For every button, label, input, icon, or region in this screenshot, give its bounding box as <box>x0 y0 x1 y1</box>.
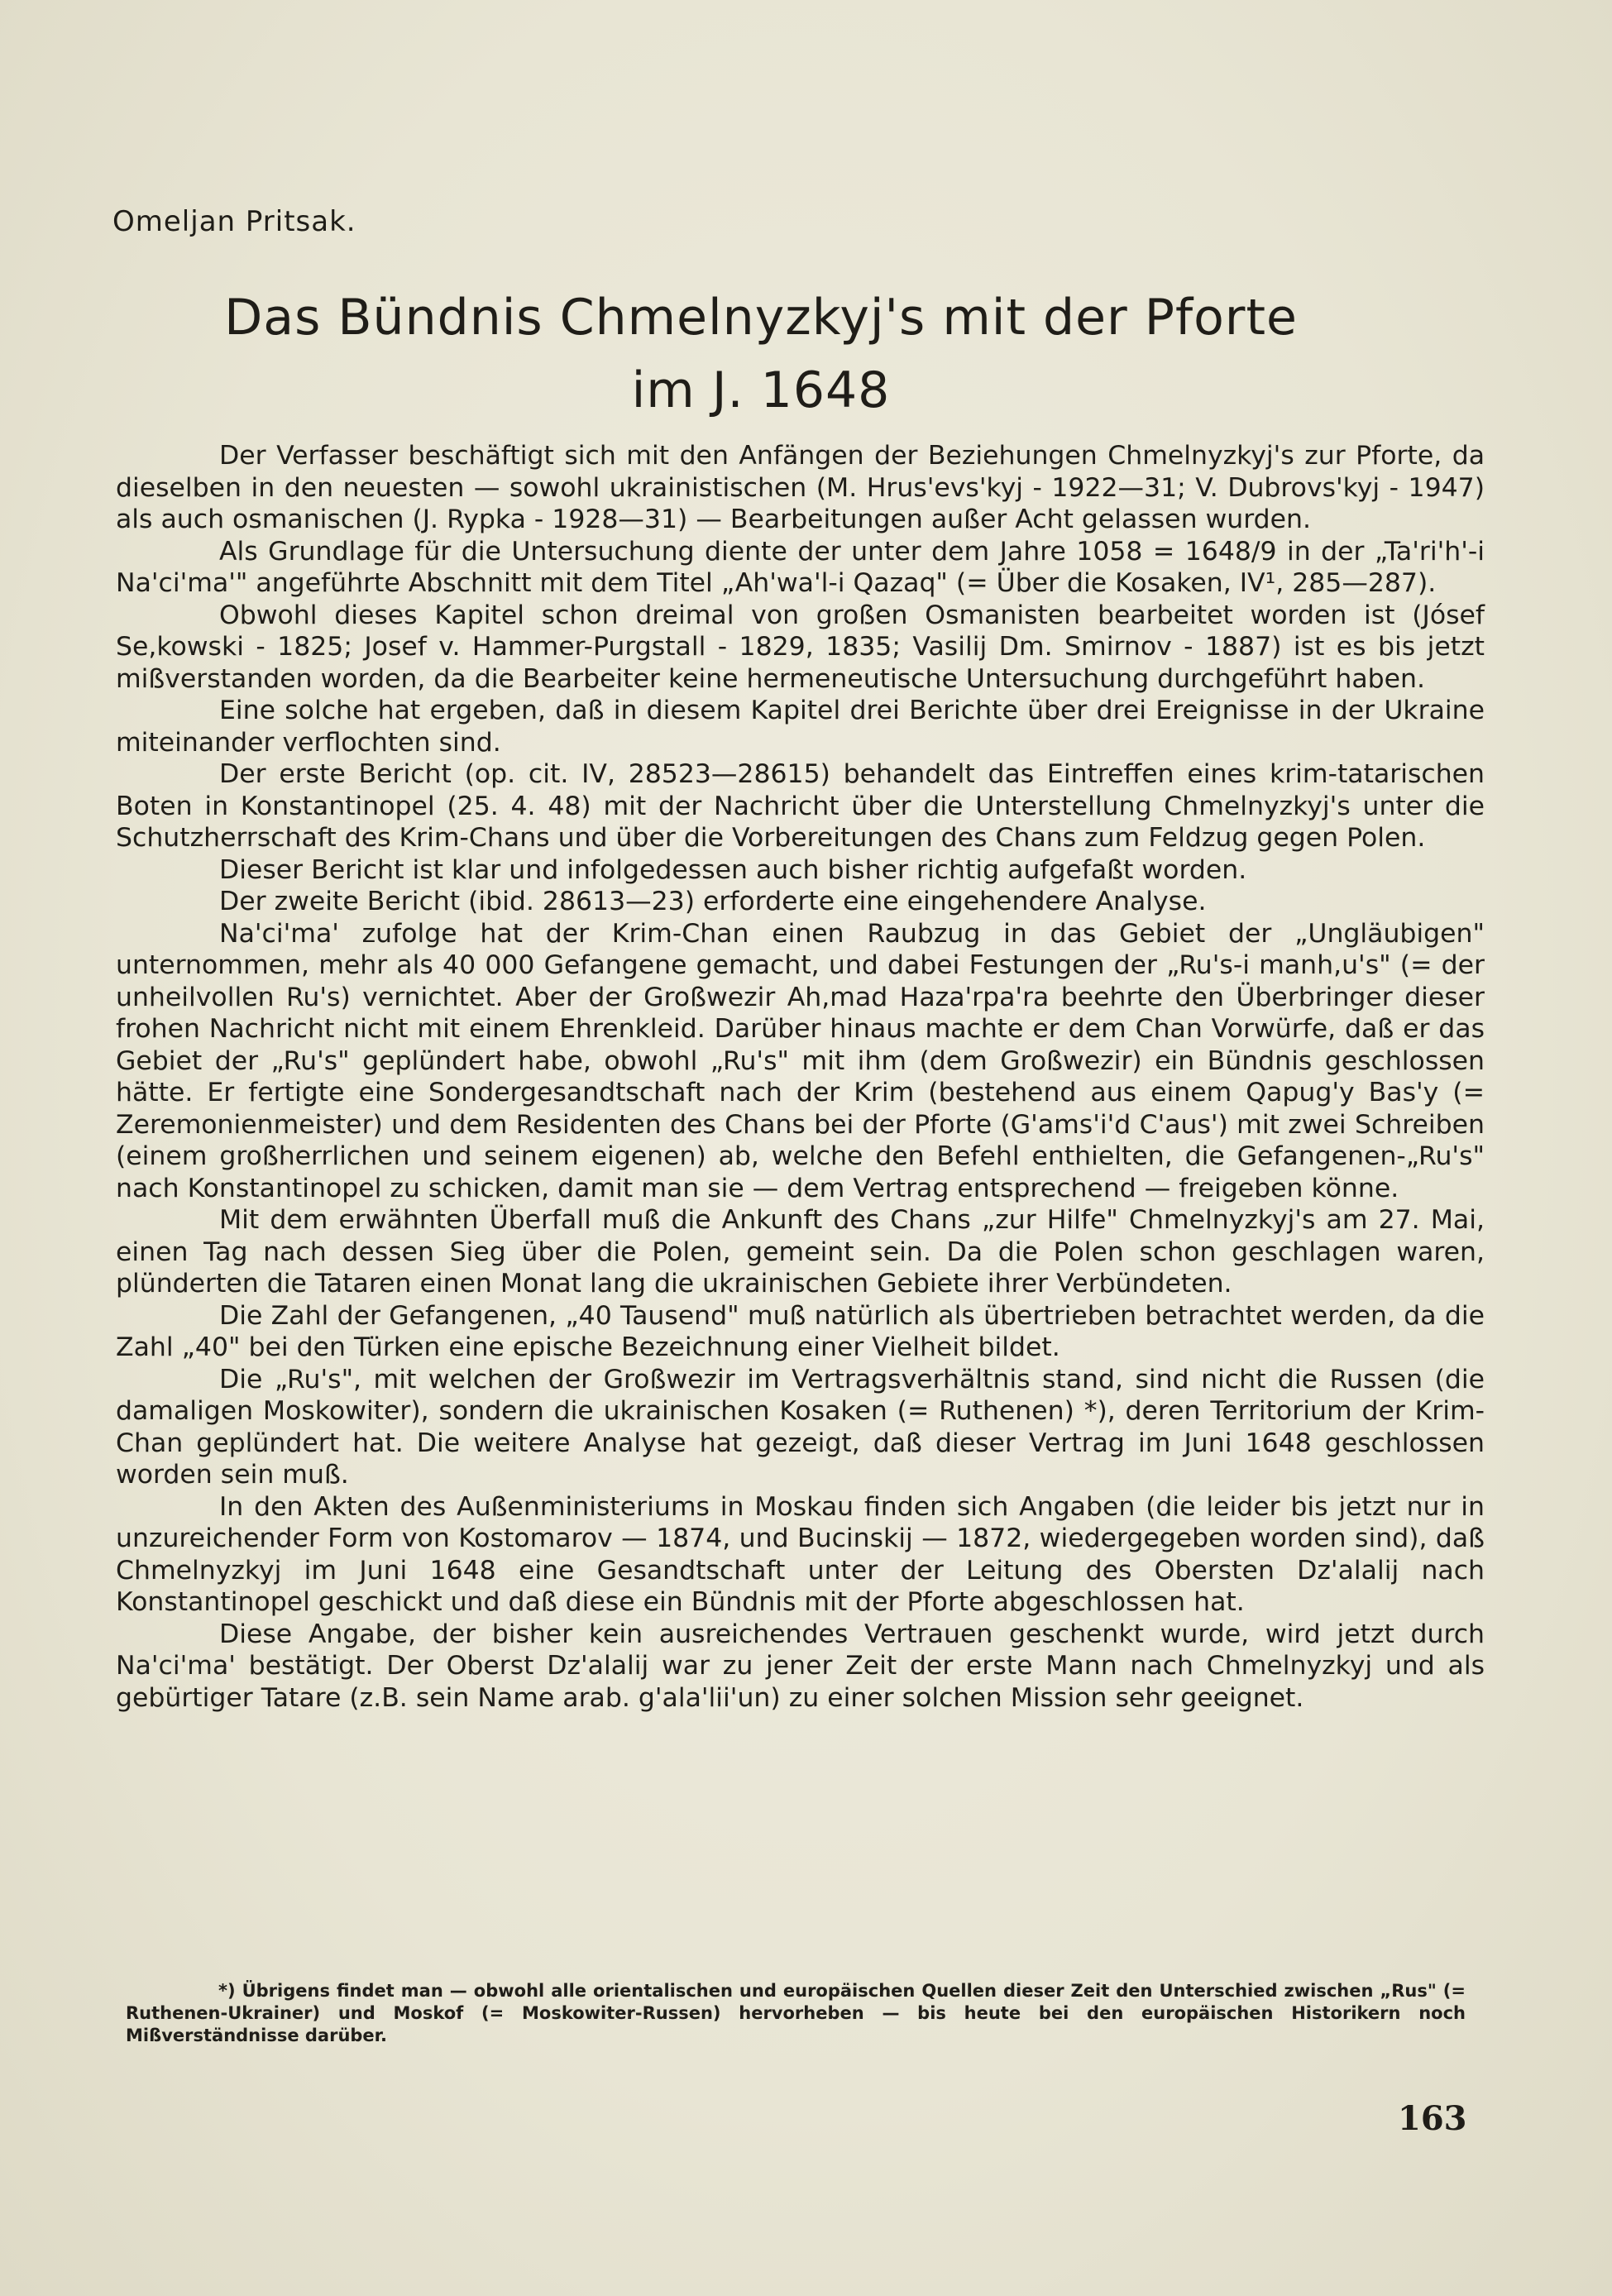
paragraph: Obwohl dieses Kapitel schon dreimal von großen Osmanisten bearbeitet worden ist (Jósef Se,kowski - 1825; Josef v. Hammer-Purgstall - 1829, 1835; Vasilij Dm. Smirnov - 1887) ist es bis jetzt mißverstanden worden, da die Bearbeiter keine hermeneutische Untersuchung durchgeführt haben. <box>116 600 1485 694</box>
paragraph: Na'ci'ma' zufolge hat der Krim-Chan einen Raubzug in das Gebiet der „Ungläubigen" unternommen, mehr als 40 000 Gefangene gemacht, und dabei Festungen der „Ru's-i manh,u's" (= der unheilvollen Ru's) vernichtet. Aber der Großwezir Ah,mad Haza'rpa'ra beehrte den Überbringer dieser frohen Nachricht nicht mit einem Ehrenkleid. Darüber hinaus machte er dem Chan Vorwürfe, daß er das Gebiet der „Ru's" geplündert habe, obwohl „Ru's" mit ihm (dem Großwezir) ein Bündnis geschlossen hätte. Er fertigte eine Sondergesandtschaft nach der Krim (bestehend aus einem Qapug'y Bas'y (= Zeremonienmeister) und dem Residenten des Chans bei der Pforte (G'ams'i'd C'aus') mit zwei Schreiben (einem großherrlichen und seinem eigenen) ab, welche den Befehl enthielten, die Gefangenen-„Ru's" nach Konstantinopel zu schicken, damit man sie — dem Vertrag entsprechend — freigeben könne. <box>116 918 1485 1203</box>
article-title <box>116 281 1406 427</box>
article-body <box>116 440 1485 1714</box>
title-line-2: im J. 1648 <box>631 361 891 419</box>
paragraph: Die „Ru's", mit welchen der Großwezir im Vertragsverhältnis stand, sind nicht die Russen (die damaligen Moskowiter), sondern die ukrainischen Kosaken (= Ruthenen) *), deren Territorium der Krim-Chan geplündert hat. Die weitere Analyse hat gezeigt, daß dieser Vertrag im Juni 1648 geschlossen worden sein muß. <box>116 1364 1485 1490</box>
page-number: 163 <box>1398 2099 1467 2138</box>
paragraph: In den Akten des Außenministeriums in Moskau finden sich Angaben (die leider bis jetzt nur in unzureichender Form von Kostomarov — 1874, und Bucinskij — 1872, wiedergegeben worden sind), daß Chmelnyzkyj im Juni 1648 eine Gesandtschaft unter der Leitung des Obersten Dz'alalij nach Konstantinopel geschickt und daß diese ein Bündnis mit der Pforte abgeschlossen hat. <box>116 1491 1485 1617</box>
paragraph: Der zweite Bericht (ibid. 28613—23) erforderte eine eingehendere Analyse. <box>219 887 1207 916</box>
paragraph: Der erste Bericht (op. cit. IV, 28523—28615) behandelt das Eintreffen eines krim-tatarischen Boten in Konstantinopel (25. 4. 48) mit der Nachricht über die Unterstellung Chmelnyzkyj's unter die Schutzherrschaft des Krim-Chans und über die Vorbereitungen des Chans zum Feldzug gegen Polen. <box>116 759 1485 853</box>
title-line-1: Das Bündnis Chmelnyzkyj's mit der Pforte <box>224 289 1298 347</box>
paragraph: Die Zahl der Gefangenen, „40 Tausend" muß natürlich als übertrieben betrachtet werden, da die Zahl „40" bei den Türken eine epische Bezeichnung einer Vielheit bildet. <box>116 1300 1485 1362</box>
paragraph: Diese Angabe, der bisher kein ausreichendes Vertrauen geschenkt wurde, wird jetzt durch Na'ci'ma' bestätigt. Der Oberst Dz'alalij war zu jener Zeit der erste Mann nach Chmelnyzkyj und als gebürtiger Tatare (z.B. sein Name arab. g'ala'lii'un) zu einer solchen Mission sehr geeignet. <box>116 1619 1485 1713</box>
author-name: Omeljan Pritsak. <box>112 205 356 238</box>
paragraph: Der Verfasser beschäftigt sich mit den Anfängen der Beziehungen Chmelnyzkyj's zur Pforte, da dieselben in den neuesten — sowohl ukrainistischen (M. Hrus'evs'kyj - 1922—31; V. Dubrovs'kyj - 1947) als auch osmanischen (J. Rypka - 1928—31) — Bearbeitungen außer Acht gelassen wurden. <box>116 441 1485 534</box>
paragraph: Als Grundlage für die Untersuchung diente der unter dem Jahre 1058 = 1648/9 in der „Ta'ri'h'-i Na'ci'ma'" angeführte Abschnitt mit dem Titel „Ah'wa'l-i Qazaq" (= Über die Kosaken, IV¹, 285—287). <box>116 536 1485 598</box>
paragraph: Eine solche hat ergeben, daß in diesem Kapitel drei Berichte über drei Ereignisse in der Ukraine miteinander verflochten sind. <box>116 696 1485 758</box>
footnote: *) Übrigens findet man — obwohl alle orientalischen und europäischen Quellen dieser Zeit den Unterschied zwischen „Rus" (= Ruthenen-Ukrainer) und Moskof (= Moskowiter-Russen) hervorheben — bis heute bei den europäischen Historikern noch Mißverständnisse darüber. <box>126 1981 1466 2045</box>
paragraph: Mit dem erwähnten Überfall muß die Ankunft des Chans „zur Hilfe" Chmelnyzkyj's am 27. Mai, einen Tag nach dessen Sieg über die Polen, gemeint sein. Da die Polen schon geschlagen waren, plünderten die Tataren einen Monat lang die ukrainischen Gebiete ihrer Verbündeten. <box>116 1205 1485 1299</box>
paragraph: Dieser Bericht ist klar und infolgedessen auch bisher richtig aufgefaßt worden. <box>219 854 1247 885</box>
